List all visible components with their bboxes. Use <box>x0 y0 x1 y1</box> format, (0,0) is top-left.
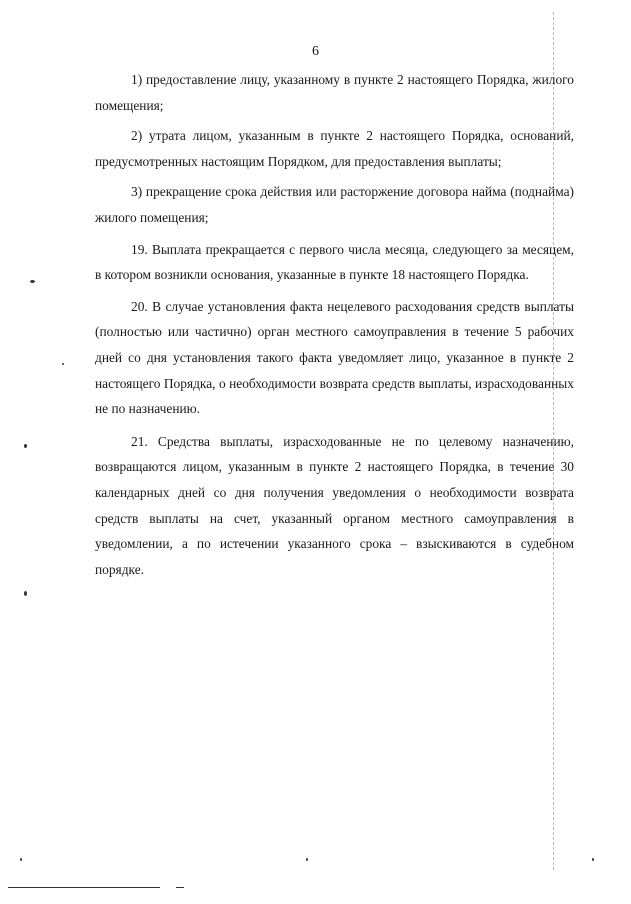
page-number: 6 <box>312 44 319 59</box>
paragraph-3: 3) прекращение срока действия или расторжение договора найма (поднайма) жилого помещения; <box>95 184 574 225</box>
scan-speck <box>20 858 22 861</box>
paragraph-21: 21. Средства выплаты, израсходованные не по целевому назначению, возвращаются лицом, указанным в пункте 2 настоящего Порядка, в течение 30 календарных дней со дня получения уведомления о необходимости возврата средств выплаты на счет, указанный органом местного самоуправления в уведомлении, а по истечении указанного срока – взыскиваются в судебном порядке. <box>95 433 574 577</box>
paragraph-1: 1) предоставление лицу, указанному в пункте 2 настоящего Порядка, жилого помещения; <box>95 72 574 113</box>
paragraph-20: 20. В случае установления факта нецелевого расходования средств выплаты (полностью или частично) орган местного самоуправления в течение 5 рабочих дней со дня установления такого факта уведомляет лицо, указанное в пункте 2 настоящего Порядка, о необходимости возврата средств выплаты, израсходованных не по назначению. <box>95 298 574 417</box>
footer-rule <box>8 887 160 888</box>
scan-speck <box>24 591 27 596</box>
footer-dash <box>176 887 184 888</box>
paragraph-2: 2) утрата лицом, указанным в пункте 2 настоящего Порядка, оснований, предусмотренных настоящим Порядком, для предоставления выплаты; <box>95 128 574 169</box>
document-body <box>95 67 574 582</box>
scan-speck <box>592 858 594 861</box>
paragraph-19: 19. Выплата прекращается с первого числа месяца, следующего за месяцем, в котором возникли основания, указанные в пункте 18 настоящего Порядка. <box>95 241 574 283</box>
scan-speck <box>306 858 308 861</box>
scan-speck <box>30 280 35 283</box>
scan-speck <box>62 363 64 365</box>
scan-speck <box>24 444 27 448</box>
